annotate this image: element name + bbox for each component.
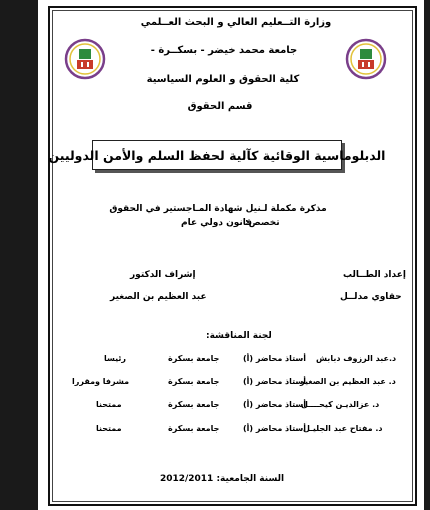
university-logo-left-icon [64, 38, 106, 80]
viewer-left-margin [0, 0, 38, 510]
committee-heading: لجنة المناقشة: [206, 331, 272, 341]
ministry-line: وزارة التــعليم العالي و البحث العــلمي [140, 17, 332, 28]
committee-member-name: د.عبد الرزوف دبابش [316, 354, 397, 363]
committee-member-institution: جامعة بسكرة [168, 400, 220, 409]
thesis-purpose: مذكرة مكملة لـنيل شهادة المـاجستير في الحقوق [109, 204, 327, 214]
committee-member-institution: جامعة بسكرة [168, 354, 220, 363]
faculty-line: كلية الحقوق و العلوم السياسية [146, 74, 300, 85]
committee-member-name: د. عبد العظيم بن الصغير [300, 377, 396, 386]
student-name: حقاوي مدلــل [340, 292, 402, 302]
committee-member-role: ممتحنا [96, 424, 122, 433]
student-label: إعداد الطــالب [343, 270, 406, 280]
committee-member-role: رئيسا [104, 354, 127, 363]
university-line: جامعة محمد خيضر - بسكــرة - [150, 45, 298, 56]
supervisor-label: إشراف الدكتور [130, 270, 196, 280]
committee-member-name: د. مفتاح عبد الجليـل [303, 424, 383, 433]
committee-member-role: ممتحنا [96, 400, 122, 409]
viewer-right-margin [424, 0, 430, 510]
committee-member-role: مشرفا ومقررا [72, 377, 130, 386]
university-logo-right-icon [345, 38, 387, 80]
committee-member-rank: أستاذ محاضر (أ) [243, 354, 307, 363]
committee-member-rank: أستاذ محاضر (أ) [243, 424, 307, 433]
specialty-value: قانون دولي عام [181, 218, 253, 228]
committee-member-rank: أستاذ محاضر (أ) [243, 377, 307, 386]
committee-member-institution: جامعة بسكرة [168, 377, 220, 386]
department-line: قسم الحقوق [187, 101, 253, 112]
committee-member-institution: جامعة بسكرة [168, 424, 220, 433]
supervisor-name: عبد العظيم بن الصغير [110, 292, 207, 302]
thesis-title: الدبلوماسية الوقائية كآلية لحفظ السلم والأمن الدوليين [48, 148, 386, 163]
academic-year: السنة الجامعية: 2012/2011 [159, 474, 285, 484]
committee-member-name: د. عزالديـن كيحــــل [301, 400, 380, 409]
committee-member-rank: أستاذ محاضر (أ) [243, 400, 307, 409]
specialty-label: تخصص: [245, 218, 280, 228]
